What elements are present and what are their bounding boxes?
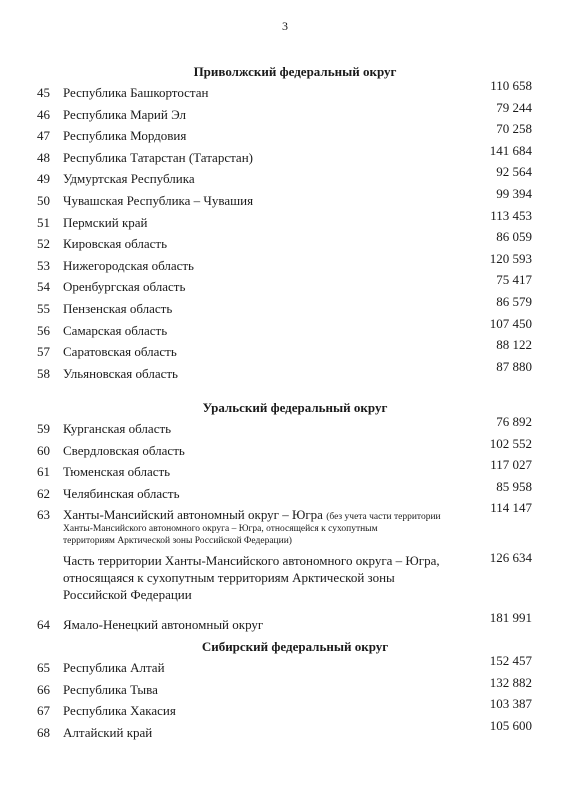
row-number: 67 [37, 703, 50, 719]
table-row-khmao-arctic [0, 548, 570, 608]
khmao-name: Ханты-Мансийский автономный округ – Югра [63, 507, 323, 523]
row-value: 107 450 [489, 315, 532, 331]
table-row [0, 229, 570, 255]
row-value: 117 027 [490, 457, 532, 473]
table-row [0, 185, 570, 212]
khmao-note-1: (без учета части территории [326, 512, 441, 523]
row-value: 152 457 [489, 653, 532, 668]
row-name: Саратовская область [63, 344, 177, 360]
table-row-khmao [0, 500, 570, 548]
row-name: Оренбургская область [63, 279, 186, 295]
page-number: 3 [282, 19, 288, 33]
row-number: 53 [37, 257, 50, 273]
table-row [0, 272, 570, 298]
row-number: 52 [37, 236, 50, 252]
row-name: Самарская область [63, 322, 168, 338]
table-row [0, 653, 570, 679]
row-name: Республика Татарстан (Татарстан) [63, 149, 253, 165]
row-name: Республика Тыва [63, 681, 158, 697]
section-siberia [0, 637, 570, 743]
section-heading: Приволжский федеральный округ [193, 64, 397, 79]
table-row [0, 337, 570, 363]
row-value: 85 958 [496, 478, 532, 494]
row-value: 86 059 [496, 229, 532, 245]
region-list [0, 414, 570, 504]
row-number: 49 [37, 171, 50, 187]
row-name: Республика Алтай [63, 660, 165, 675]
khmao-note-3: территориям Арктической зоны Российской Федерации) [63, 536, 292, 547]
row-value: 75 417 [496, 272, 532, 288]
row-value: 102 552 [489, 435, 532, 451]
row-value: 70 258 [496, 121, 532, 137]
row-value: 103 387 [489, 696, 532, 712]
row-number: 50 [37, 192, 50, 208]
row-number: 45 [37, 85, 50, 100]
row-name: Республика Башкортостан [63, 85, 209, 100]
table-row [0, 121, 570, 147]
row-value: 99 394 [496, 185, 532, 201]
row-name: Курганская область [63, 421, 172, 436]
row-number: 55 [37, 300, 50, 316]
section-ural [0, 398, 570, 636]
row-name [63, 552, 503, 603]
row-number: 46 [37, 106, 50, 122]
row-value: 141 684 [489, 142, 532, 158]
row-number: 63 [37, 507, 50, 523]
row-name: Чувашская Республика – Чувашия [63, 192, 254, 208]
region-list [0, 653, 570, 743]
table-row [0, 414, 570, 440]
table-row [0, 293, 570, 320]
table-row [0, 696, 570, 722]
row-number: 59 [37, 421, 50, 436]
row-number: 61 [37, 464, 50, 480]
row-name [63, 507, 503, 547]
row-name: Удмуртская Республика [63, 171, 195, 187]
section-volga [0, 62, 570, 384]
row-value: 132 882 [489, 674, 532, 690]
table-row [0, 315, 570, 342]
region-list [0, 78, 570, 384]
arctic-line-1: Часть территории Ханты-Мансийского автономного округа – Югра, [63, 553, 440, 569]
row-name: Челябинская область [63, 485, 180, 501]
table-row [0, 358, 570, 385]
row-name: Алтайский край [63, 724, 153, 740]
table-row-yamal [0, 610, 570, 636]
row-value: 87 880 [496, 358, 532, 374]
row-value: 114 147 [490, 500, 532, 516]
row-value: 86 579 [496, 293, 532, 309]
row-name: Ульяновская область [63, 365, 178, 381]
table-row [0, 478, 570, 505]
row-number: 68 [37, 724, 50, 740]
table-row [0, 457, 570, 483]
row-number: 54 [37, 279, 50, 295]
row-name: Свердловская область [63, 442, 185, 458]
khmao-note-2: Ханты-Мансийского автономного округа – Югра, относящейся к сухопутным [63, 524, 378, 535]
row-name: Республика Марий Эл [63, 106, 186, 122]
row-name: Ямало-Ненецкий автономный округ [63, 617, 264, 633]
row-number: 51 [37, 214, 50, 230]
row-name: Тюменская область [63, 464, 171, 480]
row-value: 105 600 [489, 717, 532, 733]
row-number: 47 [37, 128, 50, 144]
row-number: 66 [37, 681, 50, 697]
table-row [0, 674, 570, 701]
row-value: 92 564 [496, 164, 532, 180]
row-number: 58 [37, 365, 50, 381]
arctic-line-3: Российской Федерации [63, 587, 192, 603]
row-name: Пермский край [63, 214, 148, 230]
table-row [0, 435, 570, 462]
row-value: 79 244 [496, 99, 532, 115]
table-row [0, 99, 570, 126]
row-name: Кировская область [63, 236, 168, 252]
row-value: 113 453 [490, 207, 532, 223]
row-number: 64 [37, 617, 50, 633]
table-row [0, 207, 570, 234]
row-name: Республика Мордовия [63, 128, 187, 144]
row-number: 60 [37, 442, 50, 458]
row-name: Республика Хакасия [63, 703, 176, 719]
table-row [0, 142, 570, 169]
row-value: 88 122 [496, 337, 532, 353]
row-number: 62 [37, 485, 50, 501]
row-value: 110 658 [490, 78, 532, 93]
section-heading: Сибирский федеральный округ [201, 639, 389, 654]
row-value: 76 892 [496, 414, 532, 429]
row-value: 120 593 [489, 250, 532, 266]
row-number: 48 [37, 149, 50, 165]
row-number: 57 [37, 344, 50, 360]
section-heading: Уральский федеральный округ [202, 400, 388, 415]
row-number: 56 [37, 322, 50, 338]
table-row [0, 717, 570, 744]
row-value: 126 634 [489, 550, 532, 566]
row-value: 181 991 [489, 610, 532, 626]
arctic-line-2: относящаяся к сухопутным территориям Арктической зоны [63, 570, 395, 586]
table-row [0, 164, 570, 190]
table-row [0, 78, 570, 104]
row-number: 65 [37, 660, 50, 675]
row-name: Пензенская область [63, 300, 173, 316]
row-name: Нижегородская область [63, 257, 194, 273]
table-row [0, 250, 570, 277]
